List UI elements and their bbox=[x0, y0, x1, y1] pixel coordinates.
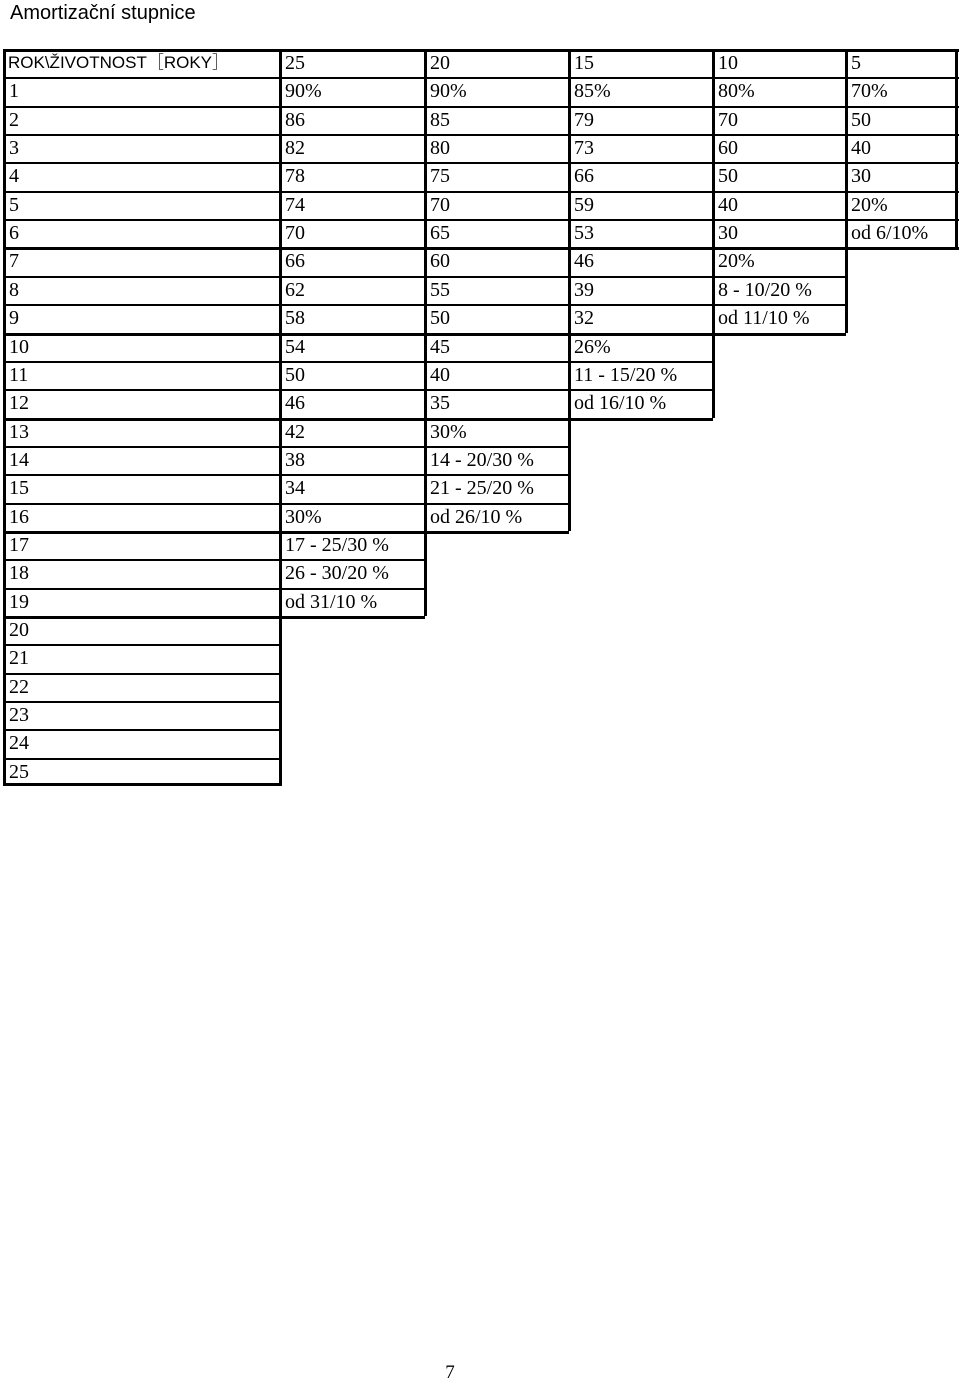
table-cell: 11 bbox=[9, 363, 29, 386]
table-cell: 62 bbox=[285, 278, 305, 301]
table-cell: 20% bbox=[851, 193, 888, 216]
table-cell: 73 bbox=[574, 137, 594, 160]
table-cell: 15 bbox=[9, 477, 29, 500]
table-cell: 19 bbox=[9, 590, 29, 613]
row-border bbox=[3, 106, 959, 108]
table-cell: 8 - 10/20 % bbox=[718, 278, 812, 301]
table-cell: 66 bbox=[574, 165, 594, 188]
row-border bbox=[3, 134, 959, 136]
table-cell: 46 bbox=[285, 392, 305, 415]
table-cell: 50 bbox=[851, 108, 871, 131]
row-border bbox=[3, 531, 569, 534]
table-cell: 50 bbox=[285, 363, 305, 386]
table-cell: 32 bbox=[574, 307, 594, 330]
row-border bbox=[3, 446, 569, 448]
row-border bbox=[3, 701, 280, 703]
table-cell: 58 bbox=[285, 307, 305, 330]
row-border bbox=[3, 758, 280, 760]
column-border bbox=[955, 49, 958, 247]
table-cell: 35 bbox=[430, 392, 450, 415]
row-border bbox=[3, 474, 569, 476]
row-border bbox=[3, 559, 425, 561]
table-cell: 65 bbox=[430, 222, 450, 245]
table-cell: 59 bbox=[574, 193, 594, 216]
table-cell: 10 bbox=[9, 335, 29, 358]
table-cell: 20 bbox=[9, 619, 29, 641]
table-cell: 82 bbox=[285, 137, 305, 160]
table-cell: 75 bbox=[430, 165, 450, 188]
header-cell: 5 bbox=[851, 52, 861, 74]
row-border bbox=[3, 616, 425, 619]
table-cell: 66 bbox=[285, 250, 305, 273]
table-cell: 22 bbox=[9, 675, 29, 698]
column-border bbox=[279, 49, 282, 786]
table-cell: 90% bbox=[285, 80, 322, 103]
table-cell: 1 bbox=[9, 80, 19, 103]
row-border bbox=[3, 783, 280, 786]
table-cell: 85 bbox=[430, 108, 450, 131]
column-border bbox=[712, 49, 715, 418]
column-border bbox=[3, 49, 6, 786]
table-cell: 40 bbox=[718, 193, 738, 216]
header-cell: 10 bbox=[718, 52, 738, 74]
table-cell: 70% bbox=[851, 80, 888, 103]
row-border bbox=[3, 588, 425, 590]
row-border bbox=[3, 418, 713, 421]
table-cell: 70 bbox=[430, 193, 450, 216]
table-cell: 70 bbox=[718, 108, 738, 131]
table-cell: 17 - 25/30 % bbox=[285, 533, 389, 556]
table-cell: 40 bbox=[430, 363, 450, 386]
table-cell: 30 bbox=[718, 222, 738, 245]
table-cell: 17 bbox=[9, 533, 29, 556]
table-cell: 78 bbox=[285, 165, 305, 188]
table-cell: 86 bbox=[285, 108, 305, 131]
table-cell: 3 bbox=[9, 137, 19, 160]
table-cell: 38 bbox=[285, 448, 305, 471]
table-cell: od 11/10 % bbox=[718, 307, 810, 330]
table-cell: 25 bbox=[9, 760, 29, 783]
table-cell: 23 bbox=[9, 704, 29, 727]
column-border bbox=[845, 49, 848, 333]
header-cell: ROK\ŽIVOTNOST［ROKY］ bbox=[8, 53, 230, 72]
table-cell: 53 bbox=[574, 222, 594, 245]
table-cell: 18 bbox=[9, 562, 29, 585]
table-cell: 60 bbox=[430, 250, 450, 273]
table-cell: 74 bbox=[285, 193, 305, 216]
row-border bbox=[3, 191, 959, 193]
table-cell: 46 bbox=[574, 250, 594, 273]
row-border bbox=[3, 162, 959, 164]
table-cell: 80 bbox=[430, 137, 450, 160]
column-border bbox=[568, 49, 571, 531]
amortization-table bbox=[3, 49, 958, 787]
table-cell: 55 bbox=[430, 278, 450, 301]
table-cell: 20% bbox=[718, 250, 755, 273]
table-cell: 16 bbox=[9, 505, 29, 528]
table-cell: 30 bbox=[851, 165, 871, 188]
row-border bbox=[3, 361, 713, 363]
header-cell: 20 bbox=[430, 52, 450, 74]
table-cell: 80% bbox=[718, 80, 755, 103]
table-cell: 6 bbox=[9, 222, 19, 245]
table-cell: 14 bbox=[9, 448, 29, 471]
table-cell: 34 bbox=[285, 477, 305, 500]
table-cell: 2 bbox=[9, 108, 19, 131]
header-cell: 15 bbox=[574, 52, 594, 74]
table-cell: 45 bbox=[430, 335, 450, 358]
row-border bbox=[3, 729, 280, 731]
page-number: 7 bbox=[445, 1362, 455, 1383]
column-border bbox=[424, 49, 427, 616]
table-cell: 85% bbox=[574, 80, 611, 103]
row-border bbox=[3, 219, 959, 221]
table-cell: 26 - 30/20 % bbox=[285, 562, 389, 585]
table-cell: 5 bbox=[9, 193, 19, 216]
table-cell: 70 bbox=[285, 222, 305, 245]
table-cell: 14 - 20/30 % bbox=[430, 448, 534, 471]
table-cell: 26% bbox=[574, 335, 611, 358]
row-border bbox=[3, 49, 959, 52]
table-cell: 21 bbox=[9, 647, 29, 670]
table-cell: od 16/10 % bbox=[574, 392, 667, 415]
table-cell: 7 bbox=[9, 250, 19, 273]
table-cell: 79 bbox=[574, 108, 594, 131]
table-cell: 12 bbox=[9, 392, 29, 415]
row-border bbox=[3, 77, 959, 79]
row-border bbox=[3, 644, 280, 646]
table-cell: od 31/10 % bbox=[285, 590, 378, 613]
table-cell: od 6/10% bbox=[851, 222, 929, 245]
table-cell: 13 bbox=[9, 420, 29, 443]
table-cell: 21 - 25/20 % bbox=[430, 477, 534, 500]
table-cell: 60 bbox=[718, 137, 738, 160]
table-cell: 8 bbox=[9, 278, 19, 301]
row-border bbox=[3, 503, 569, 505]
table-cell: 24 bbox=[9, 732, 29, 755]
table-cell: 9 bbox=[9, 307, 19, 330]
table-cell: 42 bbox=[285, 420, 305, 443]
table-cell: 40 bbox=[851, 137, 871, 160]
table-cell: 4 bbox=[9, 165, 19, 188]
table-cell: 30% bbox=[285, 505, 322, 528]
table-cell: 50 bbox=[430, 307, 450, 330]
header-cell: 25 bbox=[285, 52, 305, 74]
table-cell: 11 - 15/20 % bbox=[574, 363, 678, 386]
table-cell: 90% bbox=[430, 80, 467, 103]
row-border bbox=[3, 673, 280, 675]
table-cell: 30% bbox=[430, 420, 467, 443]
row-border bbox=[3, 247, 959, 250]
table-cell: 54 bbox=[285, 335, 305, 358]
row-border bbox=[3, 389, 713, 391]
document-title: Amortizační stupnice bbox=[10, 2, 196, 24]
table-cell: 50 bbox=[718, 165, 738, 188]
table-cell: od 26/10 % bbox=[430, 505, 523, 528]
table-cell: 39 bbox=[574, 278, 594, 301]
